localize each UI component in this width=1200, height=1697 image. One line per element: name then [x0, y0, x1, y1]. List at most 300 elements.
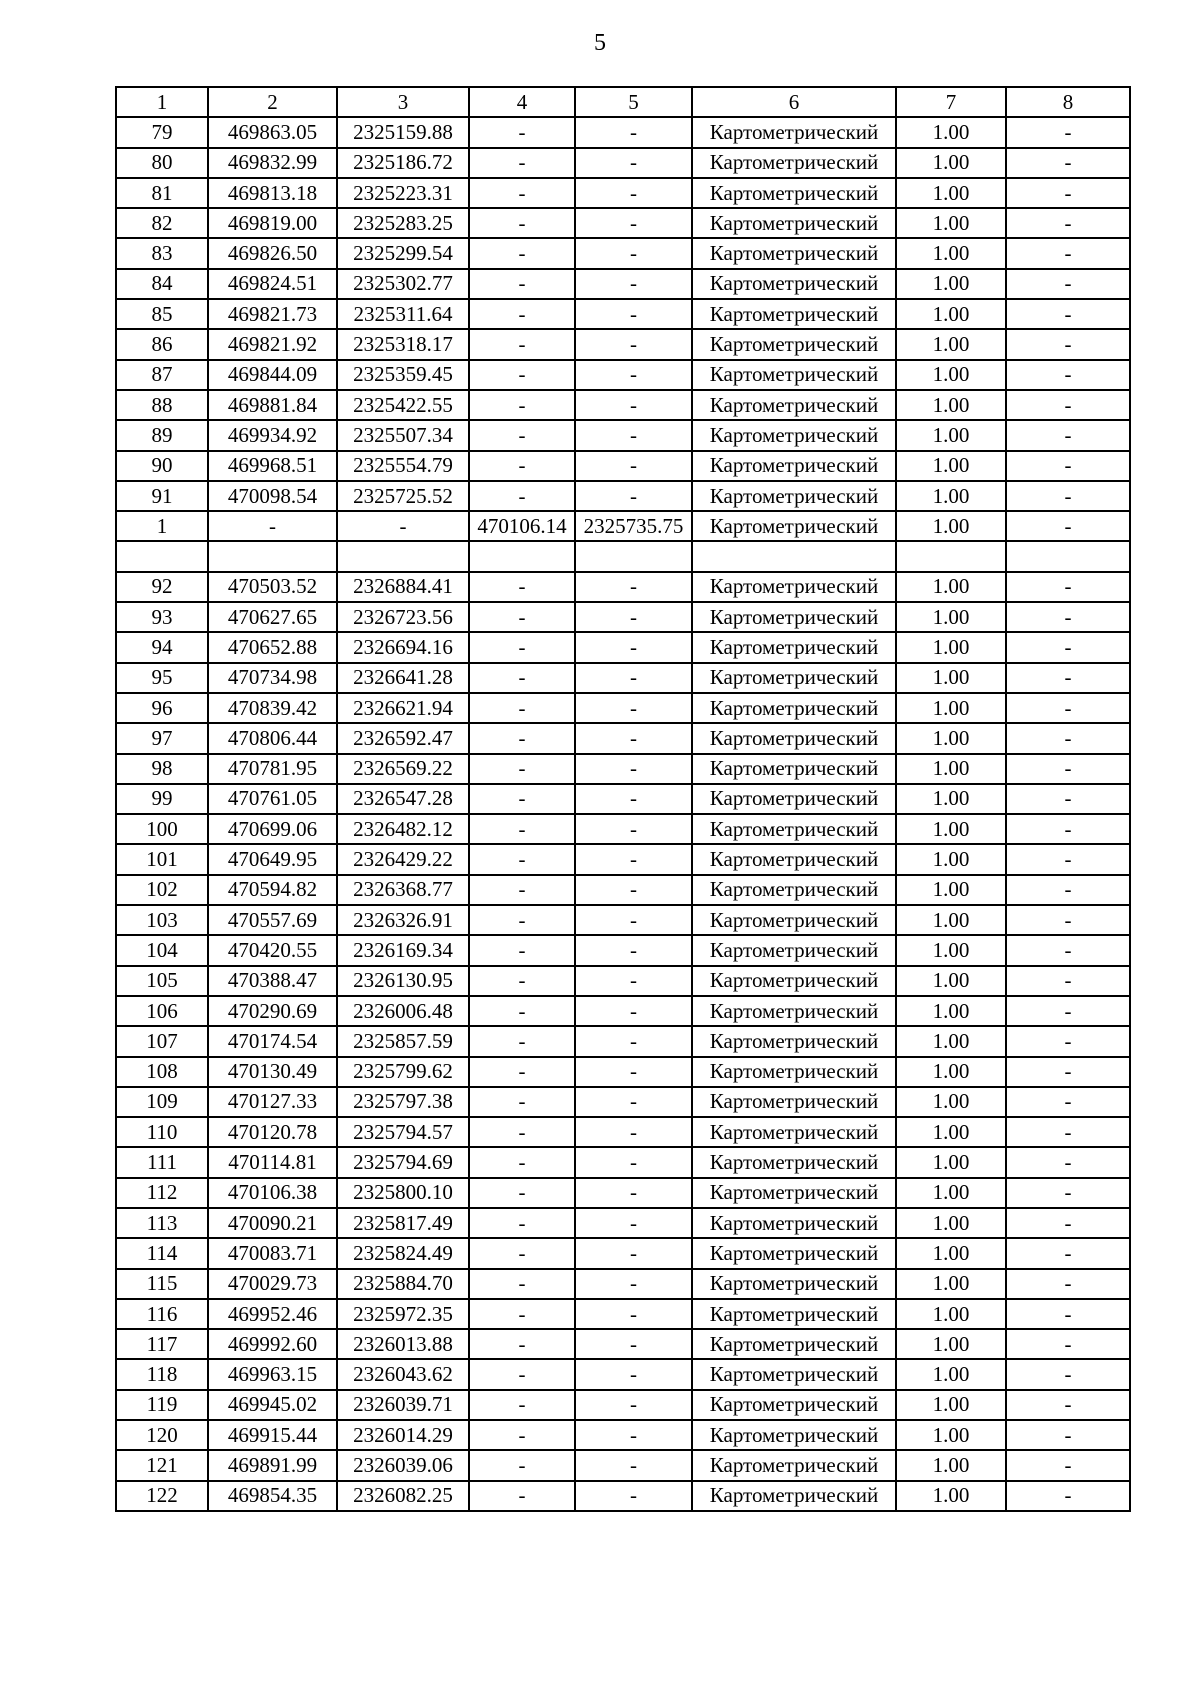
- y-new-cell: -: [575, 420, 692, 450]
- accuracy-cell: 1.00: [896, 178, 1006, 208]
- table-row: [116, 602, 1130, 632]
- point-number-cell: 113: [116, 1208, 208, 1238]
- accuracy-cell: 1.00: [896, 875, 1006, 905]
- column-number-cell: 8: [1006, 87, 1130, 117]
- x-coordinate-cell: 469821.73: [208, 299, 337, 329]
- x-new-cell: -: [469, 1420, 575, 1450]
- accuracy-cell: 1.00: [896, 1269, 1006, 1299]
- description-cell: -: [1006, 511, 1130, 541]
- y-new-cell: -: [575, 723, 692, 753]
- x-coordinate-cell: 470420.55: [208, 935, 337, 965]
- table-row: [116, 299, 1130, 329]
- description-cell: -: [1006, 1450, 1130, 1480]
- x-new-cell: -: [469, 1026, 575, 1056]
- x-coordinate-cell: 470114.81: [208, 1147, 337, 1177]
- table-row: [116, 208, 1130, 238]
- x-coordinate-cell: 469854.35: [208, 1481, 337, 1511]
- x-new-cell: -: [469, 269, 575, 299]
- x-coordinate-cell: 469824.51: [208, 269, 337, 299]
- point-number-cell: 107: [116, 1026, 208, 1056]
- y-coordinate-cell: 2326039.06: [337, 1450, 469, 1480]
- point-number-cell: 108: [116, 1057, 208, 1087]
- description-cell: -: [1006, 996, 1130, 1026]
- point-number-cell: 82: [116, 208, 208, 238]
- method-cell: Картометрический: [692, 1238, 896, 1268]
- accuracy-cell: 1.00: [896, 905, 1006, 935]
- method-cell: Картометрический: [692, 360, 896, 390]
- y-coordinate-cell: 2325797.38: [337, 1087, 469, 1117]
- accuracy-cell: 1.00: [896, 1178, 1006, 1208]
- x-new-cell: -: [469, 966, 575, 996]
- y-new-cell: -: [575, 238, 692, 268]
- x-new-cell: -: [469, 754, 575, 784]
- table-row: [116, 875, 1130, 905]
- point-number-cell: 89: [116, 420, 208, 450]
- description-cell: -: [1006, 905, 1130, 935]
- table-row: [116, 481, 1130, 511]
- description-cell: -: [1006, 602, 1130, 632]
- accuracy-cell: 1.00: [896, 602, 1006, 632]
- table-row: [116, 1208, 1130, 1238]
- x-coordinate-cell: 469992.60: [208, 1329, 337, 1359]
- point-number-cell: 119: [116, 1390, 208, 1420]
- method-cell: Картометрический: [692, 420, 896, 450]
- y-coordinate-cell: 2326326.91: [337, 905, 469, 935]
- table-row: [116, 693, 1130, 723]
- y-coordinate-cell: 2325159.88: [337, 117, 469, 147]
- method-cell: Картометрический: [692, 1147, 896, 1177]
- y-coordinate-cell: 2325794.69: [337, 1147, 469, 1177]
- method-cell: Картометрический: [692, 1178, 896, 1208]
- description-cell: -: [1006, 663, 1130, 693]
- y-new-cell: -: [575, 1057, 692, 1087]
- point-number-cell: 104: [116, 935, 208, 965]
- method-cell: Картометрический: [692, 1057, 896, 1087]
- x-coordinate-cell: 469813.18: [208, 178, 337, 208]
- x-coordinate-cell: 470557.69: [208, 905, 337, 935]
- method-cell: Картометрический: [692, 1329, 896, 1359]
- x-new-cell: 470106.14: [469, 511, 575, 541]
- y-new-cell: -: [575, 784, 692, 814]
- y-new-cell: -: [575, 1299, 692, 1329]
- x-new-cell: -: [469, 299, 575, 329]
- description-cell: -: [1006, 1299, 1130, 1329]
- x-coordinate-cell: [208, 541, 337, 571]
- description-cell: -: [1006, 208, 1130, 238]
- accuracy-cell: 1.00: [896, 754, 1006, 784]
- description-cell: -: [1006, 784, 1130, 814]
- table-row: [116, 1329, 1130, 1359]
- accuracy-cell: 1.00: [896, 1359, 1006, 1389]
- column-number-cell: 3: [337, 87, 469, 117]
- description-cell: -: [1006, 1329, 1130, 1359]
- description-cell: -: [1006, 299, 1130, 329]
- method-cell: Картометрический: [692, 451, 896, 481]
- accuracy-cell: 1.00: [896, 814, 1006, 844]
- x-coordinate-cell: 470388.47: [208, 966, 337, 996]
- method-cell: Картометрический: [692, 966, 896, 996]
- x-new-cell: -: [469, 996, 575, 1026]
- x-new-cell: -: [469, 572, 575, 602]
- y-coordinate-cell: 2326482.12: [337, 814, 469, 844]
- x-new-cell: -: [469, 1117, 575, 1147]
- x-coordinate-cell: 470130.49: [208, 1057, 337, 1087]
- column-number-cell: 6: [692, 87, 896, 117]
- table-row: [116, 1057, 1130, 1087]
- point-number-cell: 102: [116, 875, 208, 905]
- point-number-cell: 79: [116, 117, 208, 147]
- x-coordinate-cell: 470503.52: [208, 572, 337, 602]
- y-coordinate-cell: 2326429.22: [337, 844, 469, 874]
- table-row: [116, 269, 1130, 299]
- point-number-cell: 103: [116, 905, 208, 935]
- method-cell: Картометрический: [692, 148, 896, 178]
- y-coordinate-cell: 2325318.17: [337, 329, 469, 359]
- y-new-cell: -: [575, 935, 692, 965]
- y-new-cell: -: [575, 360, 692, 390]
- table-row: [116, 1390, 1130, 1420]
- accuracy-cell: 1.00: [896, 1147, 1006, 1177]
- method-cell: Картометрический: [692, 1026, 896, 1056]
- y-new-cell: -: [575, 208, 692, 238]
- y-coordinate-cell: 2325554.79: [337, 451, 469, 481]
- point-number-cell: 91: [116, 481, 208, 511]
- x-new-cell: -: [469, 1329, 575, 1359]
- table-row: [116, 1147, 1130, 1177]
- column-number-cell: 5: [575, 87, 692, 117]
- y-coordinate-cell: [337, 541, 469, 571]
- table-row: [116, 784, 1130, 814]
- x-coordinate-cell: 470029.73: [208, 1269, 337, 1299]
- description-cell: -: [1006, 693, 1130, 723]
- table-row: [116, 1269, 1130, 1299]
- y-new-cell: -: [575, 1208, 692, 1238]
- x-coordinate-cell: 469819.00: [208, 208, 337, 238]
- x-new-cell: -: [469, 420, 575, 450]
- point-number-cell: 94: [116, 632, 208, 662]
- y-coordinate-cell: 2326592.47: [337, 723, 469, 753]
- y-coordinate-cell: 2326082.25: [337, 1481, 469, 1511]
- y-new-cell: -: [575, 632, 692, 662]
- accuracy-cell: 1.00: [896, 1299, 1006, 1329]
- description-cell: -: [1006, 1420, 1130, 1450]
- x-new-cell: -: [469, 935, 575, 965]
- table-row: [116, 966, 1130, 996]
- table-row: [116, 1299, 1130, 1329]
- method-cell: Картометрический: [692, 723, 896, 753]
- table-row: [116, 844, 1130, 874]
- y-new-cell: -: [575, 905, 692, 935]
- y-new-cell: -: [575, 1147, 692, 1177]
- y-coordinate-cell: 2325799.62: [337, 1057, 469, 1087]
- accuracy-cell: 1.00: [896, 208, 1006, 238]
- point-number-cell: 111: [116, 1147, 208, 1177]
- y-new-cell: [575, 541, 692, 571]
- accuracy-cell: 1.00: [896, 996, 1006, 1026]
- y-new-cell: -: [575, 693, 692, 723]
- y-new-cell: -: [575, 1178, 692, 1208]
- y-coordinate-cell: 2326169.34: [337, 935, 469, 965]
- y-new-cell: -: [575, 329, 692, 359]
- y-new-cell: -: [575, 1117, 692, 1147]
- method-cell: Картометрический: [692, 1481, 896, 1511]
- description-cell: -: [1006, 451, 1130, 481]
- table-row: [116, 360, 1130, 390]
- x-coordinate-cell: 470627.65: [208, 602, 337, 632]
- method-cell: Картометрический: [692, 754, 896, 784]
- description-cell: -: [1006, 1026, 1130, 1056]
- accuracy-cell: 1.00: [896, 1238, 1006, 1268]
- accuracy-cell: 1.00: [896, 390, 1006, 420]
- method-cell: [692, 541, 896, 571]
- method-cell: Картометрический: [692, 238, 896, 268]
- table-row: [116, 572, 1130, 602]
- x-coordinate-cell: 469915.44: [208, 1420, 337, 1450]
- y-new-cell: -: [575, 1481, 692, 1511]
- table-row: [116, 117, 1130, 147]
- description-cell: -: [1006, 269, 1130, 299]
- accuracy-cell: 1.00: [896, 935, 1006, 965]
- y-new-cell: -: [575, 966, 692, 996]
- point-number-cell: [116, 541, 208, 571]
- method-cell: Картометрический: [692, 784, 896, 814]
- coordinates-table: [115, 86, 1131, 1512]
- method-cell: Картометрический: [692, 875, 896, 905]
- y-coordinate-cell: 2325186.72: [337, 148, 469, 178]
- table-row: [116, 541, 1130, 571]
- y-coordinate-cell: 2326723.56: [337, 602, 469, 632]
- accuracy-cell: 1.00: [896, 1390, 1006, 1420]
- x-new-cell: -: [469, 1450, 575, 1480]
- point-number-cell: 109: [116, 1087, 208, 1117]
- method-cell: Картометрический: [692, 1208, 896, 1238]
- accuracy-cell: 1.00: [896, 420, 1006, 450]
- description-cell: -: [1006, 390, 1130, 420]
- method-cell: Картометрический: [692, 1359, 896, 1389]
- x-new-cell: -: [469, 360, 575, 390]
- x-new-cell: -: [469, 1390, 575, 1420]
- description-cell: -: [1006, 1481, 1130, 1511]
- y-coordinate-cell: 2325422.55: [337, 390, 469, 420]
- point-number-cell: 101: [116, 844, 208, 874]
- x-new-cell: -: [469, 693, 575, 723]
- description-cell: -: [1006, 875, 1130, 905]
- x-new-cell: -: [469, 632, 575, 662]
- method-cell: Картометрический: [692, 269, 896, 299]
- table-row: [116, 996, 1130, 1026]
- y-coordinate-cell: 2326014.29: [337, 1420, 469, 1450]
- method-cell: Картометрический: [692, 1087, 896, 1117]
- table-row: [116, 663, 1130, 693]
- table-row: [116, 1481, 1130, 1511]
- y-new-cell: -: [575, 1390, 692, 1420]
- table-row: [116, 1178, 1130, 1208]
- description-cell: [1006, 541, 1130, 571]
- x-new-cell: -: [469, 1087, 575, 1117]
- x-coordinate-cell: 469934.92: [208, 420, 337, 450]
- table-header-row: [116, 87, 1130, 117]
- table-row: [116, 238, 1130, 268]
- y-coordinate-cell: 2326368.77: [337, 875, 469, 905]
- description-cell: -: [1006, 723, 1130, 753]
- x-coordinate-cell: 470649.95: [208, 844, 337, 874]
- point-number-cell: 118: [116, 1359, 208, 1389]
- method-cell: Картометрический: [692, 1450, 896, 1480]
- y-coordinate-cell: 2326039.71: [337, 1390, 469, 1420]
- point-number-cell: 86: [116, 329, 208, 359]
- description-cell: -: [1006, 1147, 1130, 1177]
- accuracy-cell: 1.00: [896, 1329, 1006, 1359]
- y-coordinate-cell: 2326043.62: [337, 1359, 469, 1389]
- description-cell: -: [1006, 632, 1130, 662]
- table-row: [116, 1450, 1130, 1480]
- point-number-cell: 120: [116, 1420, 208, 1450]
- y-new-cell: -: [575, 451, 692, 481]
- accuracy-cell: 1.00: [896, 1208, 1006, 1238]
- method-cell: Картометрический: [692, 814, 896, 844]
- x-new-cell: -: [469, 905, 575, 935]
- x-coordinate-cell: 469844.09: [208, 360, 337, 390]
- method-cell: Картометрический: [692, 572, 896, 602]
- table-row: [116, 1359, 1130, 1389]
- description-cell: -: [1006, 481, 1130, 511]
- y-coordinate-cell: 2326013.88: [337, 1329, 469, 1359]
- accuracy-cell: 1.00: [896, 1057, 1006, 1087]
- x-coordinate-cell: 469968.51: [208, 451, 337, 481]
- page-number: 5: [594, 30, 606, 56]
- description-cell: -: [1006, 117, 1130, 147]
- table-row: [116, 420, 1130, 450]
- description-cell: -: [1006, 1238, 1130, 1268]
- table-row: [116, 148, 1130, 178]
- method-cell: Картометрический: [692, 299, 896, 329]
- y-new-cell: -: [575, 1420, 692, 1450]
- description-cell: -: [1006, 1057, 1130, 1087]
- x-new-cell: -: [469, 208, 575, 238]
- y-coordinate-cell: 2325824.49: [337, 1238, 469, 1268]
- x-coordinate-cell: 470106.38: [208, 1178, 337, 1208]
- y-coordinate-cell: 2325302.77: [337, 269, 469, 299]
- point-number-cell: 84: [116, 269, 208, 299]
- description-cell: -: [1006, 1208, 1130, 1238]
- accuracy-cell: 1.00: [896, 572, 1006, 602]
- x-new-cell: -: [469, 723, 575, 753]
- x-new-cell: -: [469, 814, 575, 844]
- x-new-cell: -: [469, 602, 575, 632]
- y-new-cell: -: [575, 1329, 692, 1359]
- y-coordinate-cell: 2326641.28: [337, 663, 469, 693]
- x-coordinate-cell: 469945.02: [208, 1390, 337, 1420]
- y-new-cell: -: [575, 1026, 692, 1056]
- y-new-cell: -: [575, 1238, 692, 1268]
- method-cell: Картометрический: [692, 117, 896, 147]
- accuracy-cell: 1.00: [896, 238, 1006, 268]
- method-cell: Картометрический: [692, 935, 896, 965]
- accuracy-cell: 1.00: [896, 1026, 1006, 1056]
- method-cell: Картометрический: [692, 390, 896, 420]
- point-number-cell: 121: [116, 1450, 208, 1480]
- point-number-cell: 98: [116, 754, 208, 784]
- x-coordinate-cell: 470734.98: [208, 663, 337, 693]
- point-number-cell: 115: [116, 1269, 208, 1299]
- y-new-cell: -: [575, 1087, 692, 1117]
- point-number-cell: 106: [116, 996, 208, 1026]
- point-number-cell: 97: [116, 723, 208, 753]
- x-coordinate-cell: 470127.33: [208, 1087, 337, 1117]
- x-coordinate-cell: 469963.15: [208, 1359, 337, 1389]
- method-cell: Картометрический: [692, 693, 896, 723]
- method-cell: Картометрический: [692, 1299, 896, 1329]
- method-cell: Картометрический: [692, 663, 896, 693]
- accuracy-cell: 1.00: [896, 117, 1006, 147]
- point-number-cell: 95: [116, 663, 208, 693]
- y-coordinate-cell: 2326547.28: [337, 784, 469, 814]
- table-row: [116, 1087, 1130, 1117]
- x-new-cell: -: [469, 329, 575, 359]
- table-row: [116, 754, 1130, 784]
- accuracy-cell: 1.00: [896, 451, 1006, 481]
- accuracy-cell: 1.00: [896, 1450, 1006, 1480]
- description-cell: -: [1006, 814, 1130, 844]
- method-cell: Картометрический: [692, 996, 896, 1026]
- table-row: [116, 935, 1130, 965]
- x-coordinate-cell: 470083.71: [208, 1238, 337, 1268]
- point-number-cell: 83: [116, 238, 208, 268]
- description-cell: -: [1006, 329, 1130, 359]
- x-coordinate-cell: 470290.69: [208, 996, 337, 1026]
- point-number-cell: 85: [116, 299, 208, 329]
- x-coordinate-cell: 470781.95: [208, 754, 337, 784]
- y-coordinate-cell: 2325794.57: [337, 1117, 469, 1147]
- y-new-cell: -: [575, 814, 692, 844]
- table-row: [116, 329, 1130, 359]
- point-number-cell: 114: [116, 1238, 208, 1268]
- y-coordinate-cell: 2326694.16: [337, 632, 469, 662]
- point-number-cell: 122: [116, 1481, 208, 1511]
- y-new-cell: -: [575, 663, 692, 693]
- x-new-cell: -: [469, 1147, 575, 1177]
- point-number-cell: 1: [116, 511, 208, 541]
- x-new-cell: -: [469, 148, 575, 178]
- y-new-cell: -: [575, 572, 692, 602]
- method-cell: Картометрический: [692, 844, 896, 874]
- column-number-cell: 1: [116, 87, 208, 117]
- x-coordinate-cell: 470594.82: [208, 875, 337, 905]
- accuracy-cell: 1.00: [896, 784, 1006, 814]
- y-coordinate-cell: 2325857.59: [337, 1026, 469, 1056]
- table-row: [116, 905, 1130, 935]
- description-cell: -: [1006, 1178, 1130, 1208]
- y-coordinate-cell: 2325283.25: [337, 208, 469, 238]
- y-coordinate-cell: 2326884.41: [337, 572, 469, 602]
- accuracy-cell: 1.00: [896, 663, 1006, 693]
- table-row: [116, 1026, 1130, 1056]
- description-cell: -: [1006, 1269, 1130, 1299]
- x-new-cell: -: [469, 1359, 575, 1389]
- table-row: [116, 723, 1130, 753]
- table-row: [116, 814, 1130, 844]
- x-coordinate-cell: 469952.46: [208, 1299, 337, 1329]
- x-new-cell: [469, 541, 575, 571]
- y-coordinate-cell: 2326621.94: [337, 693, 469, 723]
- x-coordinate-cell: 470761.05: [208, 784, 337, 814]
- description-cell: -: [1006, 360, 1130, 390]
- table-row: [116, 1117, 1130, 1147]
- y-new-cell: -: [575, 117, 692, 147]
- x-coordinate-cell: 470098.54: [208, 481, 337, 511]
- method-cell: Картометрический: [692, 208, 896, 238]
- x-new-cell: -: [469, 178, 575, 208]
